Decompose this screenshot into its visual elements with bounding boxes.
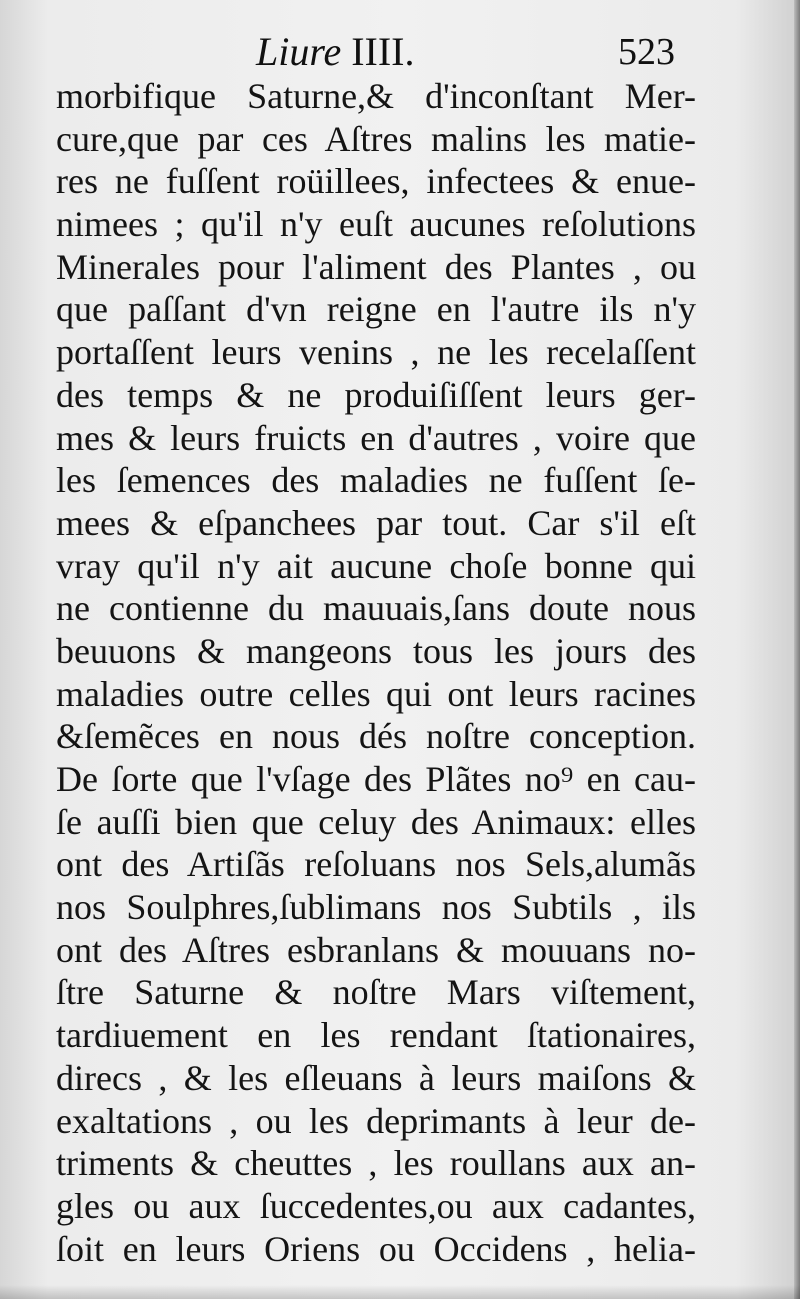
text-line: exaltations , ou les deprimants à leur de- xyxy=(56,1100,696,1141)
text-line: Minerales pour l'aliment des Plantes , ou xyxy=(56,246,696,287)
page-number: 523 xyxy=(618,31,675,73)
text-line: beuuons & mangeons tous les jours des xyxy=(56,630,696,671)
text-line: portaſſent leurs venins , ne les recelaſſent xyxy=(56,332,696,373)
text-line: triments & cheuttes , les roullans aux an- xyxy=(56,1143,696,1184)
text-line: nos Soulphres,ſublimans nos Subtils , ils xyxy=(56,887,696,928)
text-line: ont des Artiſãs reſoluans nos Sels,alumãs xyxy=(56,844,696,885)
text-line: ne contienne du mauuais,ſans doute nous xyxy=(56,588,696,629)
text-line: mees & eſpanchees par tout. Car s'il eſt xyxy=(56,502,696,543)
text-line: De ſorte que l'vſage des Plãtes no⁹ en cau- xyxy=(56,759,696,799)
text-line: des temps & ne produiſiſſent leurs ger- xyxy=(56,374,696,415)
body-text xyxy=(56,75,696,1270)
text-line: mes & leurs fruicts en d'autres , voire que xyxy=(56,417,696,458)
text-line: cure,que par ces Aſtres malins les matie- xyxy=(56,118,696,159)
text-line: ont des Aſtres esbranlans & mouuans no- xyxy=(56,929,696,970)
page-bottom-shadow xyxy=(0,1285,800,1299)
page-edge-shadow xyxy=(794,0,800,1299)
running-title xyxy=(256,28,414,75)
text-line: &ſemẽces en nous dés noſtre conception. xyxy=(56,716,696,757)
running-head xyxy=(0,26,800,76)
text-line: ſtre Saturne & noſtre Mars viſtement, xyxy=(56,972,696,1013)
text-line: maladies outre celles qui ont leurs racines xyxy=(56,673,696,714)
text-line: tardiuement en les rendant ſtationaires, xyxy=(56,1015,696,1056)
text-line: morbifique Saturne,& d'inconſtant Mer- xyxy=(56,76,696,116)
running-title-numeral: IIII. xyxy=(341,29,415,74)
text-line: res ne fuſſent roüillees, infectees & enue- xyxy=(56,161,696,202)
text-line: ſoit en leurs Oriens ou Occidens , helia- xyxy=(56,1228,696,1269)
text-line: direcs , & les eſleuans à leurs maiſons & xyxy=(56,1057,696,1098)
running-title-italic: Liure xyxy=(256,29,342,74)
text-line: nimees ; qu'il n'y euſt aucunes reſolutions xyxy=(56,204,696,245)
text-line: gles ou aux ſuccedentes,ou aux cadantes, xyxy=(56,1185,696,1226)
text-line: les ſemences des maladies ne fuſſent ſe- xyxy=(56,460,696,501)
text-line: que paſſant d'vn reigne en l'autre ils n'y xyxy=(56,289,696,330)
text-line: ſe auſſi bien que celuy des Animaux: elles xyxy=(56,801,696,842)
text-line: vray qu'il n'y ait aucune choſe bonne qui xyxy=(56,545,696,586)
